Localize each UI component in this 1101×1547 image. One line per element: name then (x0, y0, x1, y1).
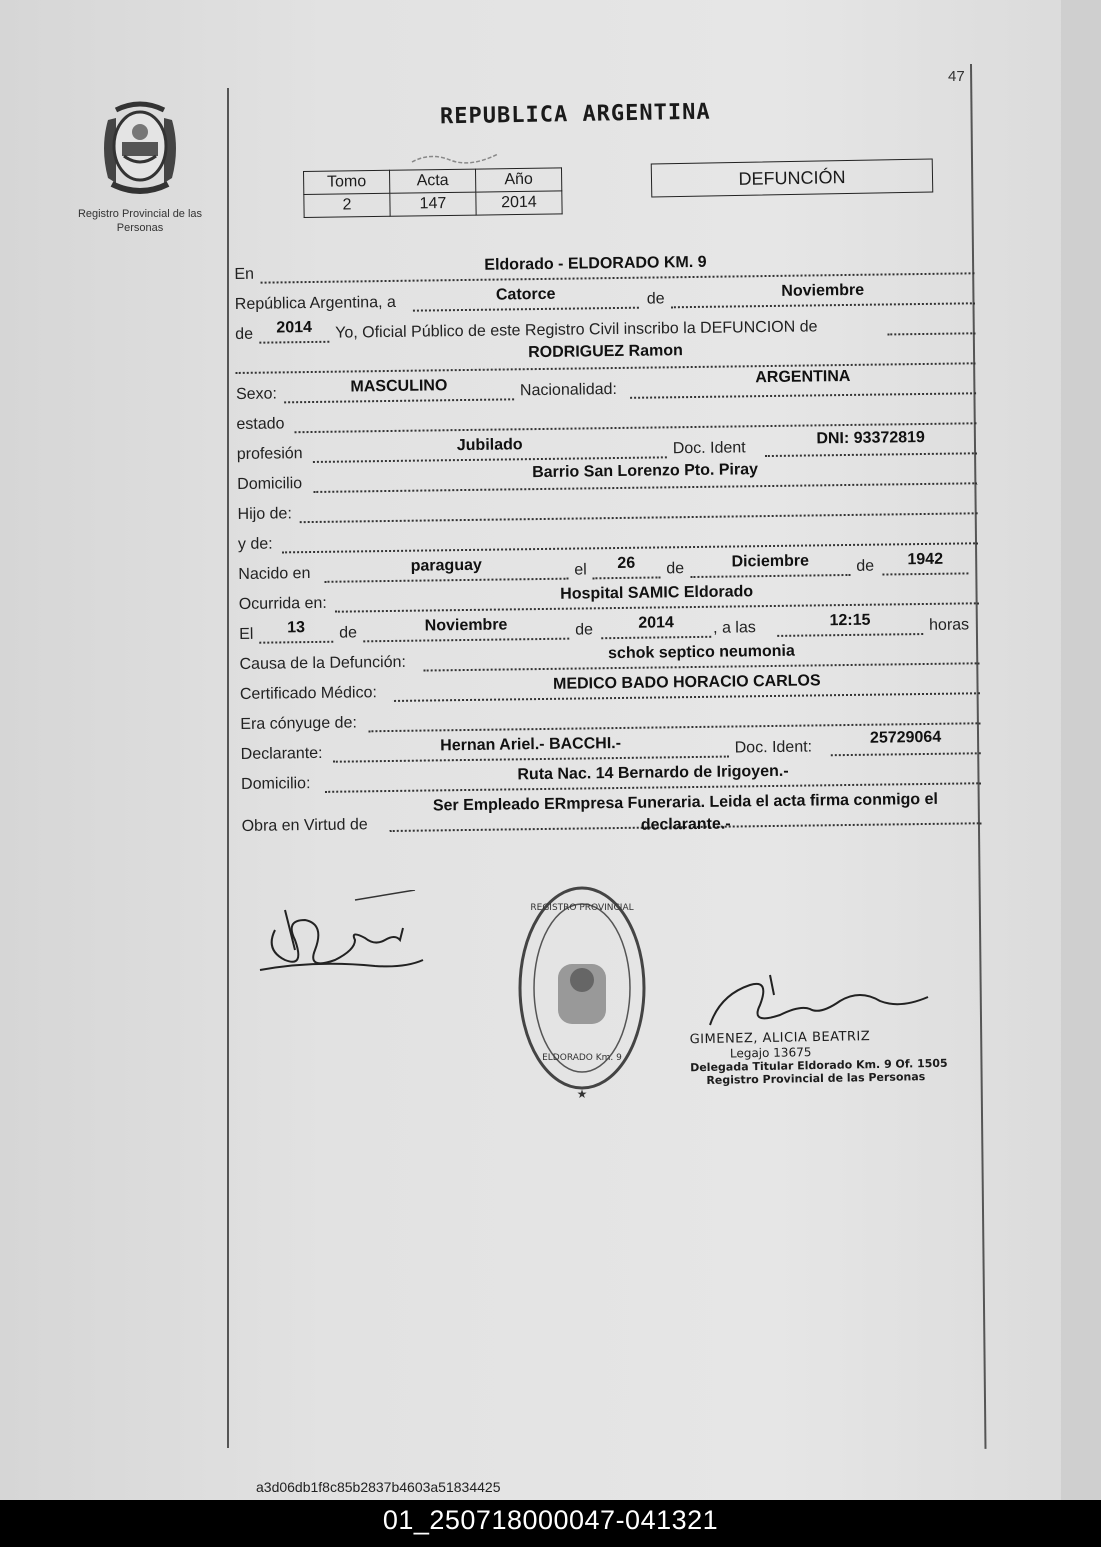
official-role: Delegada Titular Eldorado Km. 9 Of. 1505 (690, 1056, 948, 1075)
declarant-value: Hernan Ariel.- BACCHI.- (440, 734, 622, 755)
tomo-header: Tomo (304, 170, 390, 194)
place-value: Eldorado - ELDORADO KM. 9 (484, 253, 707, 274)
death-month-value: Noviembre (424, 616, 508, 635)
birth-el-label: el (574, 561, 587, 579)
scan-edge (1061, 0, 1101, 1500)
pen-scribble (410, 150, 500, 166)
occurred-label: Ocurrida en: (238, 594, 327, 613)
svg-text:REGISTRO PROVINCIAL: REGISTRO PROVINCIAL (530, 903, 634, 913)
certificate-value: MEDICO BADO HORACIO CARLOS (552, 672, 821, 693)
death-record-form (234, 230, 974, 835)
inscription-line (887, 310, 975, 335)
svg-text:★: ★ (576, 1087, 588, 1101)
official-legajo: Legajo 13675 (729, 1045, 812, 1061)
svg-text:ELDORADO Km. 9: ELDORADO Km. 9 (542, 1053, 622, 1063)
virtue-line2: declarante.- (640, 815, 731, 834)
official-stamp (690, 1028, 948, 1087)
document-hash: a3d06db1f8c85b2837b4603a51834425 (256, 1479, 501, 1495)
declarant-doc-label: Doc. Ident: (734, 738, 813, 757)
cause-label: Causa de la Defunción: (239, 653, 406, 673)
registry-value-row (304, 191, 562, 218)
registry-stamp (512, 880, 652, 1105)
date-a-label: República Argentina, a (234, 293, 396, 313)
official-name: GIMENEZ, ALICIA BEATRIZ (689, 1029, 871, 1048)
death-horas-label: horas (928, 616, 970, 634)
virtue-row (241, 790, 982, 856)
logo-caption: Registro Provincial de las Personas (77, 208, 203, 234)
left-margin-line (227, 88, 229, 1448)
and-of-label: y de: (237, 535, 273, 553)
declarant-domicile-value: Ruta Nac. 14 Bernardo de Irigoyen.- (517, 762, 789, 784)
place-label: En (234, 265, 255, 283)
birth-year-value: 1942 (907, 550, 944, 569)
tomo-value: 2 (304, 193, 390, 217)
birth-month-value: Diciembre (731, 552, 810, 571)
death-day-value: 13 (287, 619, 306, 637)
inscription-text: Yo, Oficial Público de este Registro Civil inscribo la DEFUNCION de (335, 318, 818, 342)
child-of-label: Hijo de: (237, 505, 292, 523)
day-words-value: Catorce (495, 285, 556, 304)
declarant-doc-value: 25729064 (869, 728, 942, 747)
footer-id-bar: 01_250718000047-041321 (0, 1500, 1101, 1547)
acta-header: Acta (389, 169, 475, 193)
declarant-domicile-label: Domicilio: (241, 775, 311, 793)
page-title: REPUBLICA ARGENTINA (439, 99, 711, 130)
nationality-value: ARGENTINA (755, 367, 851, 387)
year-de-label: de (235, 325, 254, 343)
deceased-name: RODRIGUEZ Ramon (528, 342, 683, 362)
acta-value: 147 (390, 192, 476, 216)
official-signature (700, 965, 940, 1035)
date-de-label: de (646, 290, 665, 308)
profession-label: profesión (236, 445, 303, 463)
virtue-label: Obra en Virtud de (241, 816, 368, 835)
certificate-label: Certificado Médico: (239, 684, 378, 703)
misiones-seal-logo (94, 98, 186, 198)
birth-label: Nacido en (238, 565, 311, 583)
nationality-label: Nacionalidad: (519, 381, 618, 400)
official-registry: Registro Provincial de las Personas (706, 1070, 926, 1087)
death-time-value: 12:15 (829, 611, 871, 630)
registry-table (303, 167, 563, 218)
death-el-label: El (239, 625, 254, 643)
ano-header: Año (475, 168, 561, 192)
document-type-box: DEFUNCIÓN (651, 159, 934, 198)
death-year-value: 2014 (638, 614, 674, 632)
domicile-value: Barrio San Lorenzo Pto. Piray (532, 461, 759, 482)
month-value: Noviembre (781, 281, 865, 300)
doc-ident-value: DNI: 93372819 (816, 428, 926, 448)
profession-value: Jubilado (456, 436, 523, 455)
sex-label: Sexo: (235, 385, 278, 403)
domicile-label: Domicilio (237, 475, 303, 493)
death-de1-label: de (339, 624, 358, 642)
declarant-signature (255, 890, 425, 990)
civil-status-label: estado (236, 415, 285, 433)
doc-ident-label: Doc. Ident (672, 439, 746, 458)
death-alas-label: , a las (713, 619, 756, 637)
sex-value: MASCULINO (350, 377, 448, 396)
page-number: 47 (948, 68, 965, 85)
birth-place-value: paraguay (410, 556, 482, 575)
year-value: 2014 (276, 318, 313, 337)
birth-day-value: 26 (617, 554, 636, 573)
declarant-label: Declarante: (240, 744, 323, 763)
ano-value: 2014 (476, 191, 562, 215)
cause-value: schok septico neumonia (607, 642, 795, 663)
death-de2-label: de (575, 621, 594, 639)
occurred-value: Hospital SAMIC Eldorado (560, 583, 754, 603)
birth-de1-label: de (666, 560, 685, 578)
birth-de2-label: de (856, 557, 875, 575)
spouse-label: Era cónyuge de: (240, 714, 357, 733)
virtue-line1: Ser Empleado ERmpresa Funeraria. Leida el acta firma conmigo el (432, 790, 939, 815)
